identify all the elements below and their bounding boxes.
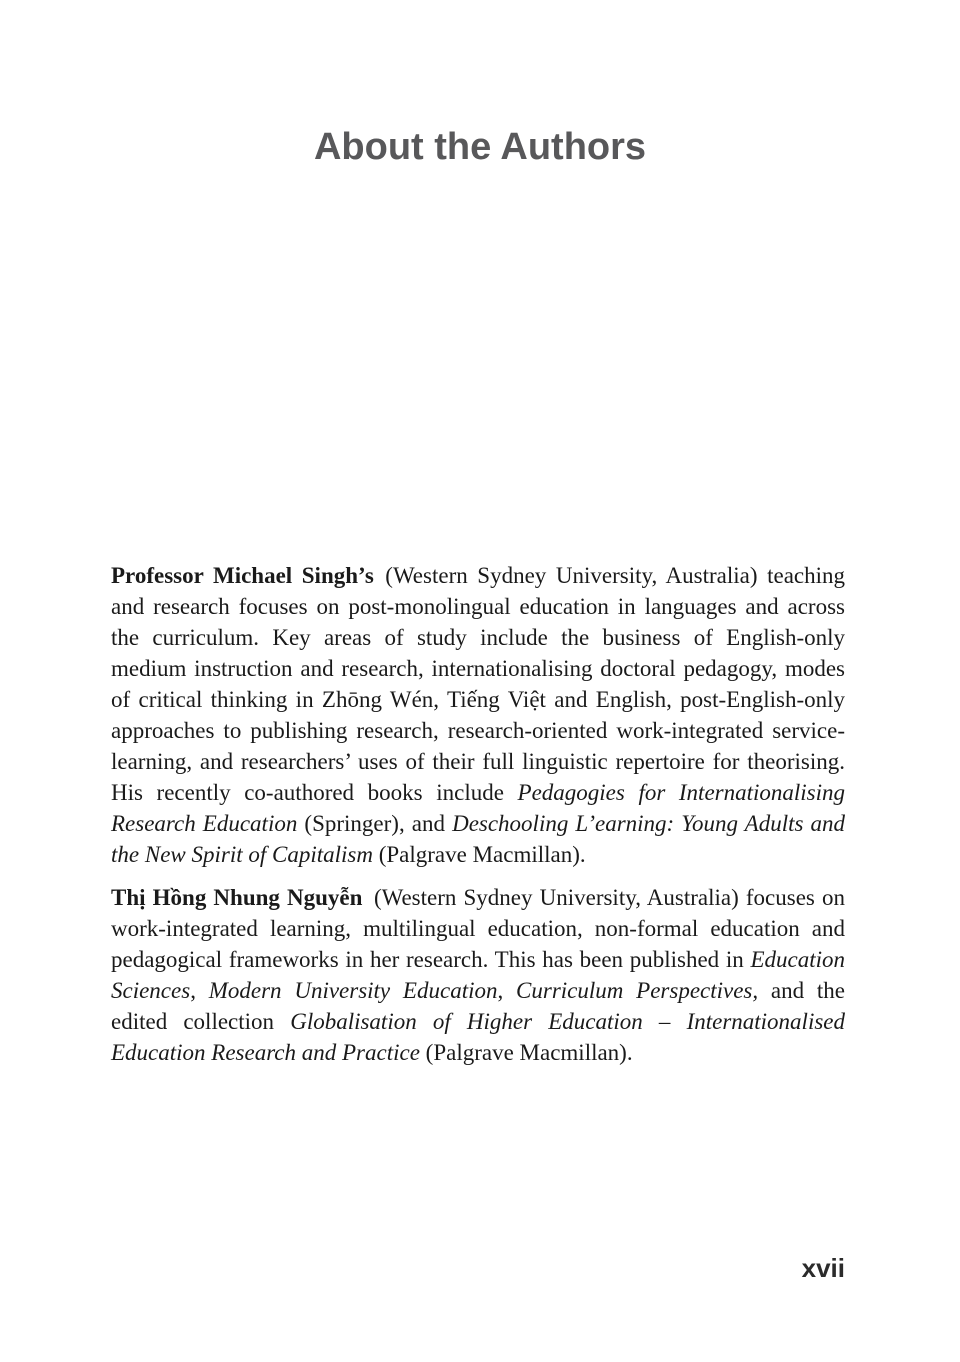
text-segment-bold: Thị Hồng Nhung Nguyễn [111,885,363,910]
text-segment-regular: , [190,978,209,1003]
text-segment-italic: Modern University Education [208,978,498,1003]
text-segment-regular: , [497,978,517,1003]
text-segment-italic: Education Sciences [111,947,845,1003]
page-title: About the Authors [313,126,647,168]
author-paragraph [111,560,845,870]
page-number: xvii [801,1253,845,1283]
about-authors-content [111,560,845,1068]
text-segment-italic: Globalisation of Higher Education – Internationalised Education Research and Practice [111,1009,846,1065]
author-paragraph [111,882,845,1068]
text-segment-regular: (Western Sydney University, Australia) teaching and research focuses on post-monolingual education in languages and across the curriculum. Key areas of study include the business of English-only medium instruction and research, internationalising doctoral pedagogy, modes of critical thinking in Zhōng Wén, Tiếng Việt and English, post-English-only approaches to publishing research, research-oriented work-integrated service-learning, and researchers’ uses of their full linguistic repertoire for theorising. His recently co-authored books include [111,563,845,805]
text-segment-regular: (Palgrave Macmillan). [419,1040,633,1065]
text-segment-regular: (Palgrave Macmillan). [372,842,586,867]
text-segment-regular: (Springer), and [297,811,453,836]
text-segment-bold: Professor Michael Singh’s [111,563,374,588]
text-segment-regular: (Western Sydney University, Australia) focuses on work-integrated learning, multilingual education, non-formal education and pedagogical frameworks in her research. This has been published in [111,885,845,972]
text-segment-italic: Deschooling L’earning: Young Adults and the New Spirit of Capitalism [111,811,845,867]
text-segment-regular: and the edited collection [111,978,846,1034]
text-segment-italic: Curriculum Perspectives, [516,978,759,1003]
text-segment-italic: Pedagogies for Internationalising Research Education [111,780,845,836]
